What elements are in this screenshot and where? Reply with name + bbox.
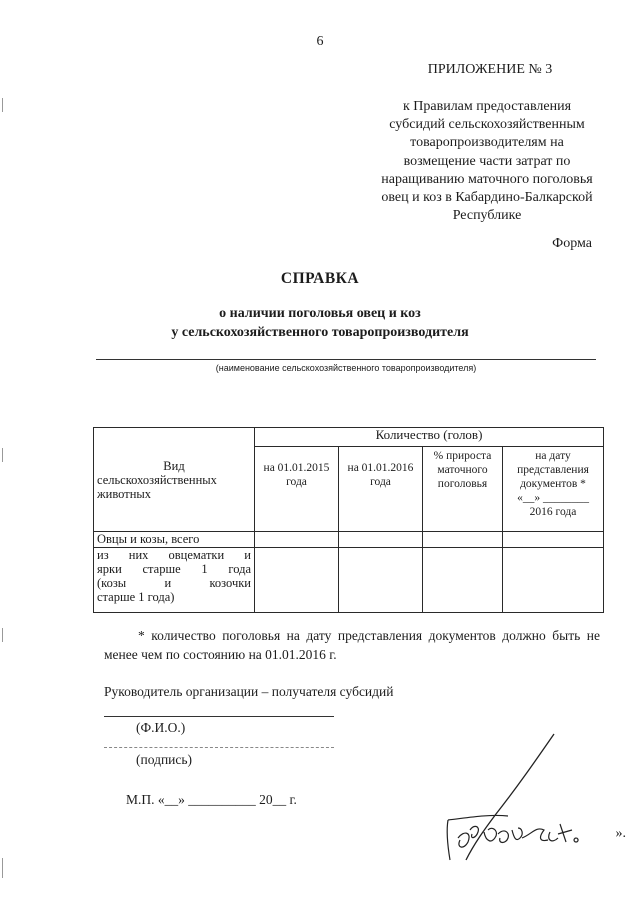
row-total-cell[interactable] bbox=[339, 532, 423, 548]
row-ewes-line: (козы и козочки bbox=[97, 576, 251, 590]
col-growth-header: % прироста маточного поголовья bbox=[423, 447, 503, 532]
stamp-date-line: М.П. «__» __________ 20__ г. bbox=[126, 792, 297, 807]
row-ewes-line: старше 1 года) bbox=[97, 590, 175, 604]
row-total-cell[interactable] bbox=[423, 532, 503, 548]
col-submission-text: на дату представления документов * bbox=[517, 450, 589, 490]
document-subtitle bbox=[0, 305, 640, 342]
kind-header-2: сельскохозяйственных животных bbox=[97, 472, 217, 501]
row-ewes-label bbox=[94, 548, 255, 613]
rules-reference bbox=[372, 98, 602, 225]
col-2016-header: на 01.01.2016 года bbox=[339, 447, 423, 532]
col-2015-header: на 01.01.2015 года bbox=[255, 447, 339, 532]
col-submission-year: 2016 года bbox=[529, 506, 577, 518]
row-total-label: Овцы и козы, всего bbox=[94, 532, 255, 548]
org-name-line bbox=[96, 359, 596, 360]
quantity-header: Количество (голов) bbox=[255, 428, 604, 447]
row-ewes-cell[interactable] bbox=[503, 548, 604, 613]
margin-mark bbox=[2, 858, 4, 878]
rules-line: овец и коз в Кабардино-Балкарской bbox=[381, 190, 593, 206]
org-name-caption: (наименование сельскохозяйственного товаропроизводителя) bbox=[215, 363, 477, 373]
head-of-organization-label: Руководитель организации – получателя субсидий bbox=[104, 684, 394, 699]
rules-line: товаропроизводителям на bbox=[410, 135, 564, 151]
col-submission-date: «__» ________ bbox=[517, 492, 589, 504]
margin-mark bbox=[2, 98, 4, 112]
subtitle-line: у сельскохозяйственного товаропроизводителя bbox=[171, 324, 469, 340]
appendix-heading: ПРИЛОЖЕНИЕ № 3 bbox=[427, 62, 553, 77]
row-ewes-cell[interactable] bbox=[255, 548, 339, 613]
rules-line: к Правилам предоставления bbox=[402, 99, 572, 114]
kind-header-cell bbox=[94, 428, 255, 532]
row-total-cell[interactable] bbox=[255, 532, 339, 548]
row-ewes-cell[interactable] bbox=[339, 548, 423, 613]
livestock-table bbox=[93, 427, 604, 613]
document-title: СПРАВКА bbox=[280, 270, 360, 287]
margin-mark bbox=[2, 448, 4, 462]
margin-mark bbox=[2, 628, 4, 642]
closing-quote: ». bbox=[615, 826, 626, 841]
row-total-cell[interactable] bbox=[503, 532, 604, 548]
col-submission-header bbox=[503, 447, 604, 532]
footnote: * количество поголовья на дату представления документов должно быть не менее чем по состоянию на 01.01.2016 г. bbox=[104, 628, 600, 662]
signature-line bbox=[104, 747, 334, 748]
fio-caption: (Ф.И.О.) bbox=[136, 720, 186, 735]
rules-line: возмещение части затрат по bbox=[403, 153, 571, 169]
rules-line: субсидий сельскохозяйственным bbox=[389, 117, 585, 133]
fio-line bbox=[104, 716, 334, 717]
handwritten-signature bbox=[436, 720, 596, 880]
form-label: Форма bbox=[552, 236, 592, 251]
page-number: 6 bbox=[316, 34, 324, 49]
rules-line: Республике bbox=[452, 208, 522, 224]
row-ewes-cell[interactable] bbox=[423, 548, 503, 613]
row-ewes-line: ярки старше 1 года bbox=[97, 562, 251, 576]
signature-caption: (подпись) bbox=[136, 752, 193, 767]
row-ewes-line: из них овцематки и bbox=[97, 548, 251, 562]
rules-line: наращиванию маточного поголовья bbox=[381, 171, 593, 187]
subtitle-line: о наличии поголовья овец и коз bbox=[219, 306, 421, 321]
kind-header: Вид bbox=[163, 458, 185, 473]
